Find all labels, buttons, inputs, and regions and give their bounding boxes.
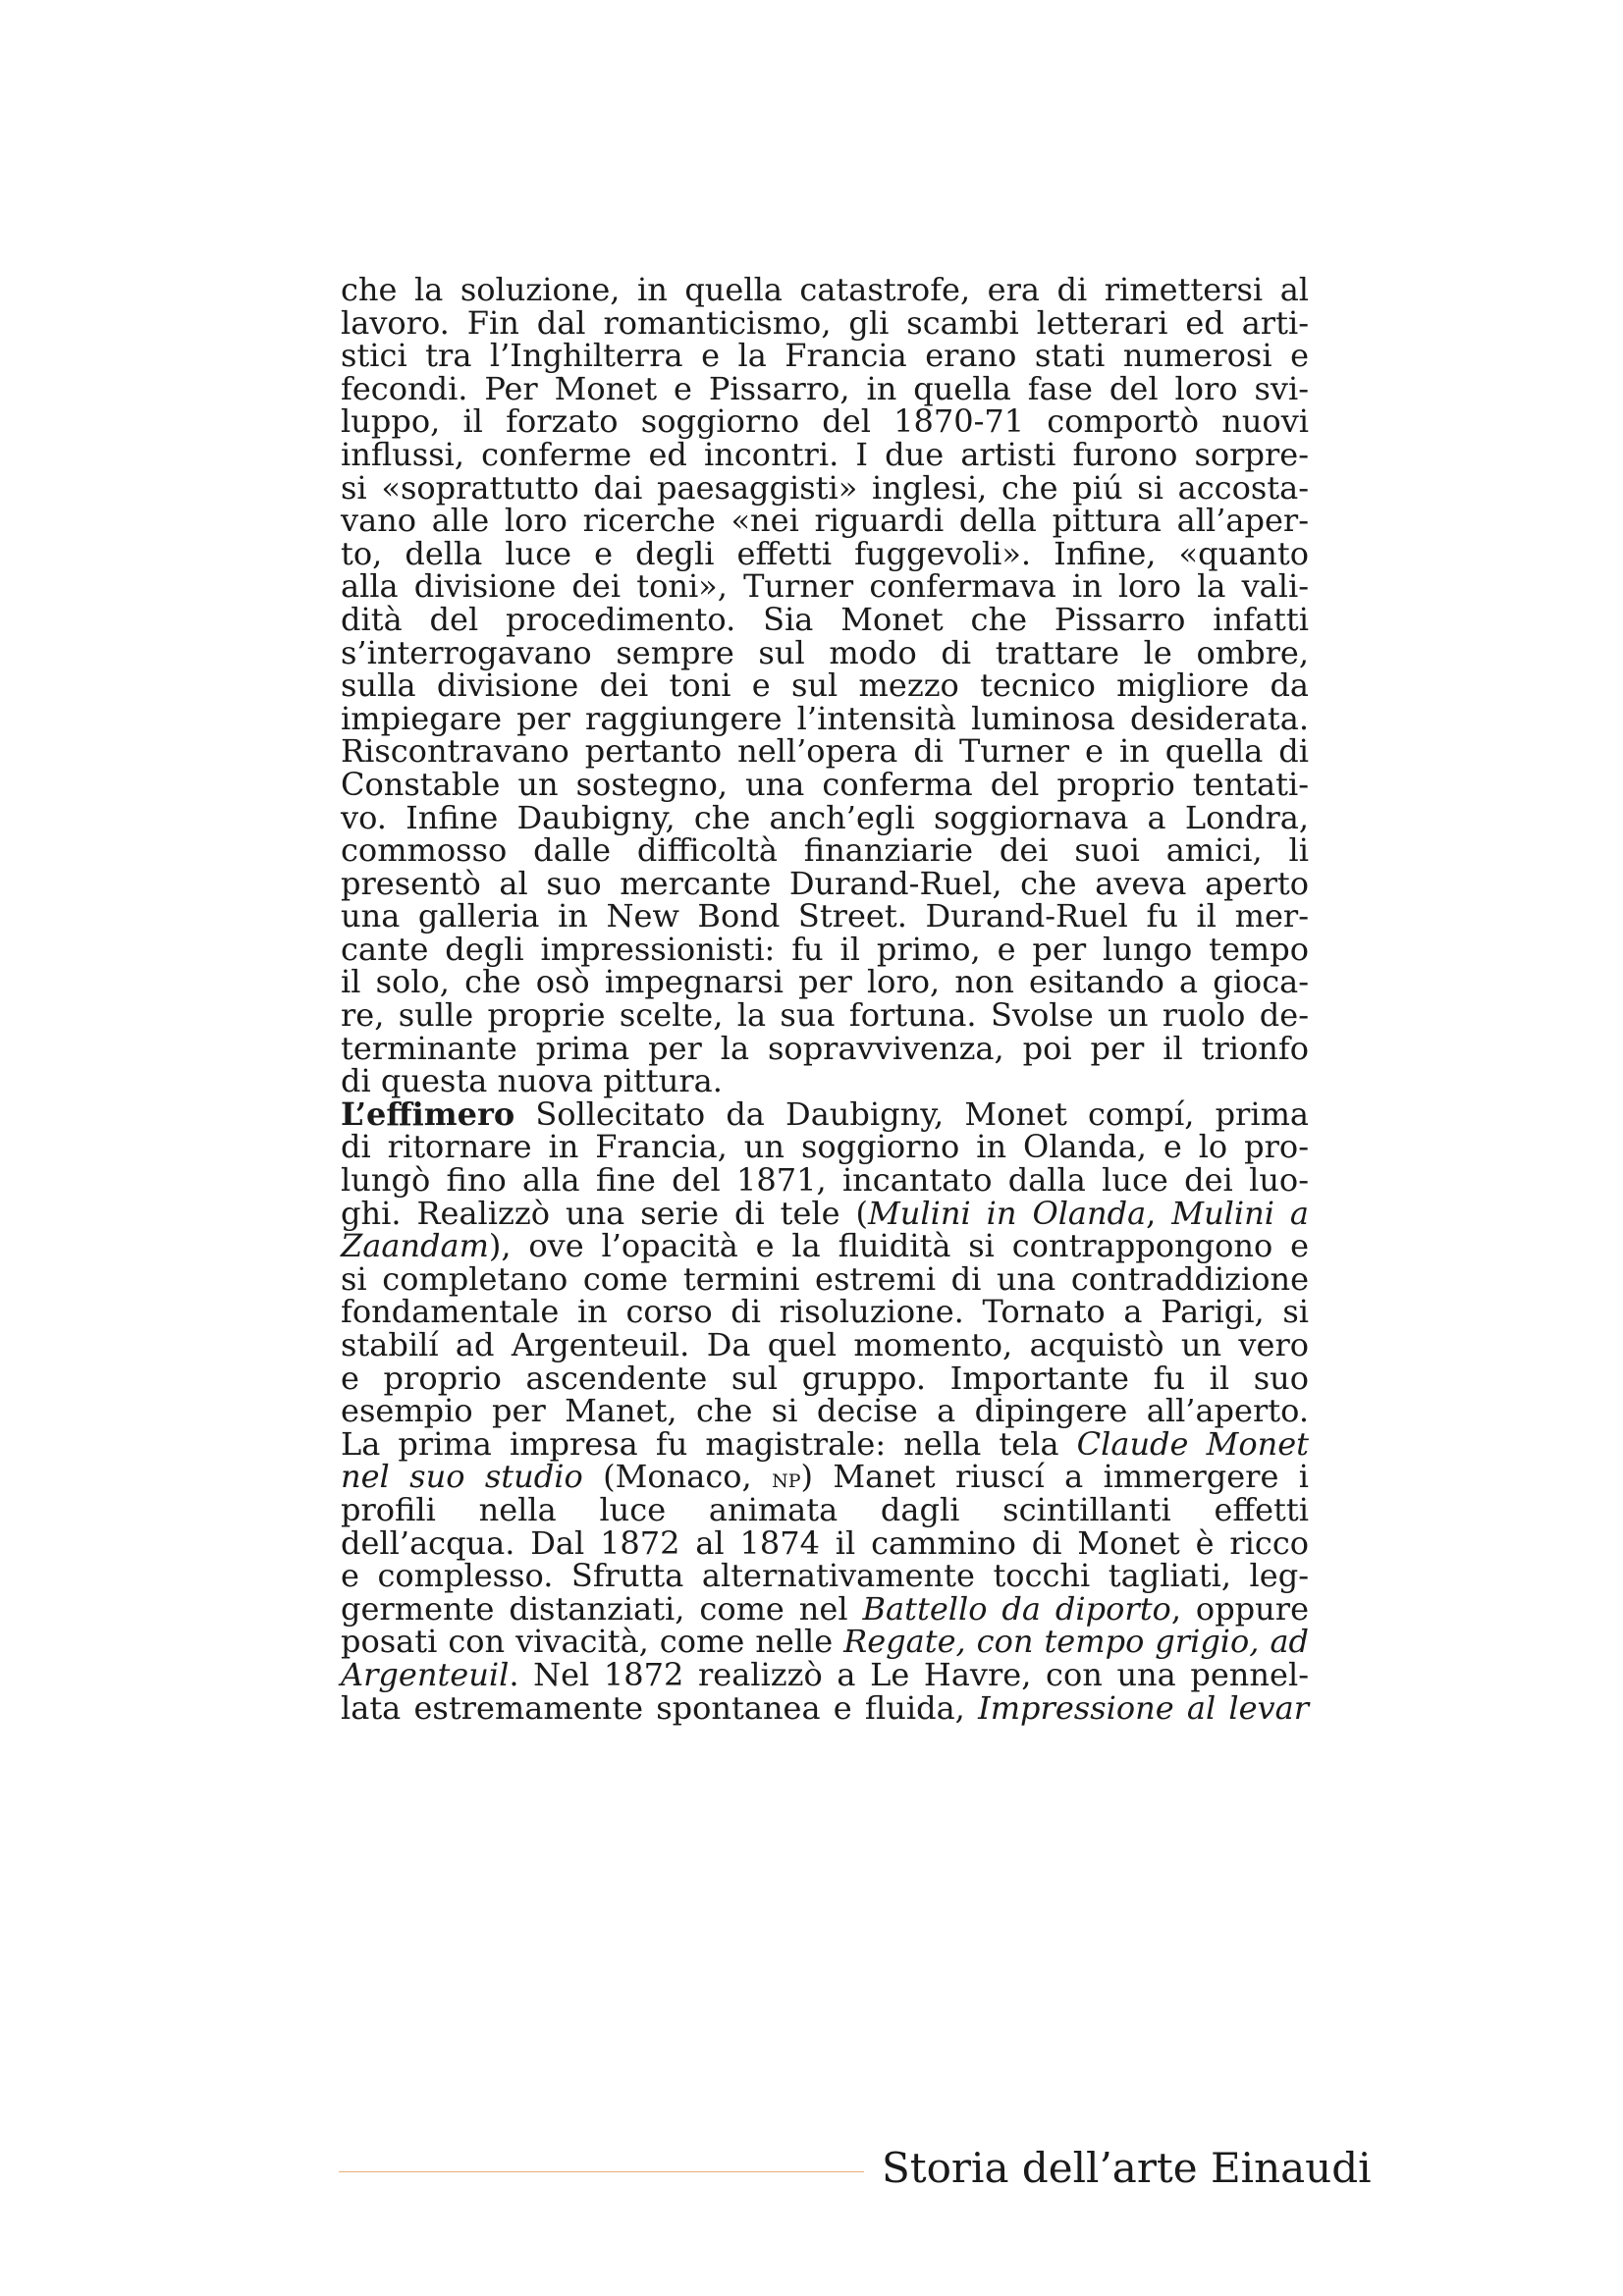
text-line: il solo, che osò impegnarsi per loro, non esitando a gioca- (341, 963, 1309, 1001)
text-line: commosso dalle difficoltà finanziarie dei suoi amici, li (341, 831, 1309, 870)
museum-abbreviation: np (772, 1464, 801, 1495)
text-line (341, 1458, 1310, 1496)
text-line (341, 1655, 1309, 1693)
text-run: . Nel 1872 realizzò a Le Havre, con una pennel- (509, 1655, 1309, 1693)
text-line: stici tra l’Inghilterra e la Francia erano stati numerosi e (341, 337, 1309, 375)
text-line: e proprio ascendente sul gruppo. Importante fu il suo (341, 1359, 1309, 1397)
text-line: presentò al suo mercante Durand-Ruel, che aveva aperto (341, 864, 1309, 902)
text-line (341, 1623, 1309, 1661)
text-run: lata estremamente spontanea e fluida, (341, 1688, 979, 1727)
text-line (341, 1688, 1310, 1727)
text-line: e complesso. Sfrutta alternativamente tocchi tagliati, leg- (341, 1557, 1309, 1595)
artwork-title: Regate, con tempo grigio, ad (843, 1623, 1309, 1661)
text-line: cante degli impressionisti: fu il primo, e per lungo tempo (341, 930, 1309, 968)
text-line: terminante prima per la sopravvivenza, poi per il trionfo (341, 1029, 1309, 1067)
artwork-title: Argenteuil (341, 1655, 510, 1693)
artwork-title: Mulini in Olanda (868, 1194, 1147, 1232)
text-line (341, 1194, 1310, 1232)
text-line: alla divisione dei toni», Turner confermava in loro la vali- (341, 567, 1309, 606)
text-line: s’interrogavano sempre sul modo di trattare le ombre, (341, 633, 1309, 671)
text-line: re, sulle proprie scelte, la sua fortuna. Svolse un ruolo de- (341, 996, 1309, 1035)
artwork-title: Zaandam (341, 1227, 489, 1265)
section-heading: L’effimero (341, 1095, 515, 1133)
text-line: vo. Infine Daubigny, che anch’egli soggiornava a Londra, (341, 798, 1309, 836)
body-text (341, 271, 1310, 1727)
text-line: esempio per Manet, che si decise a dipingere all’aperto. (341, 1392, 1309, 1430)
text-line: di ritornare in Francia, un soggiorno in Olanda, e lo pro- (341, 1128, 1309, 1166)
text-line: dell’acqua. Dal 1872 al 1874 il cammino di Monet è ricco (341, 1523, 1309, 1562)
artwork-title: Impressione al levar (978, 1688, 1310, 1727)
text-run: , oppure (1170, 1589, 1310, 1628)
text-line: stabilí ad Argenteuil. Da quel momento, acquistò un vero (341, 1326, 1309, 1363)
text-run: ghi. Realizzò una serie di tele ( (341, 1194, 869, 1232)
text-line: influssi, conferme ed incontri. I due artisti furono sorpre- (341, 435, 1309, 473)
text-line: lavoro. Fin dal romanticismo, gli scambi letterari ed arti- (341, 303, 1309, 342)
paragraph-1 (341, 271, 1309, 1100)
text-run: (Monaco, (582, 1458, 773, 1496)
text-run: La prima impresa fu magistrale: nella tela (341, 1424, 1077, 1463)
text-run: Sollecitato da Daubigny, Monet compí, prima (514, 1095, 1309, 1133)
text-line: si completano come termini estremi di una contraddizione (341, 1259, 1309, 1298)
text-line: fondamentale in corso di risoluzione. Tornato a Parigi, si (341, 1293, 1309, 1331)
text-line: profili nella luce animata dagli scintillanti effetti (341, 1490, 1309, 1528)
text-line (341, 1424, 1310, 1463)
text-line: dità del procedimento. Sia Monet che Pissarro infatti (341, 600, 1309, 638)
text-run: ), ove l’opacità e la fluidità si contrappongono e (488, 1227, 1309, 1265)
text-line (341, 1227, 1309, 1265)
text-line: impiegare per raggiungere l’intensità luminosa desiderata. (341, 699, 1309, 737)
text-line: si «soprattutto dai paesaggisti» inglesi, che piú si accosta- (341, 468, 1309, 507)
text-line: to, della luce e degli effetti fuggevoli». Infine, «quanto (341, 534, 1309, 572)
text-line: vano alle loro ricerche «nei riguardi della pittura all’aper- (341, 502, 1309, 540)
footer-title: Storia dell’arte Einaudi (882, 2144, 1372, 2192)
artwork-title: Mulini a (1171, 1194, 1310, 1232)
text-run: posati con vivacità, come nelle (341, 1623, 844, 1661)
text-line (341, 1589, 1310, 1628)
text-line: una galleria in New Bond Street. Durand-Ruel fu il mer- (341, 897, 1309, 935)
text-line (341, 1095, 1309, 1133)
text-line: che la soluzione, in quella catastrofe, era di rimettersi al (341, 271, 1309, 308)
footer-divider (339, 2171, 864, 2172)
text-line: Constable un sostegno, una conferma del proprio tentati- (341, 765, 1309, 803)
artwork-title: Battello da diporto (862, 1589, 1171, 1628)
text-line: lungò fino alla fine del 1871, incantato dalla luce dei luo- (341, 1161, 1309, 1200)
paragraph-2 (341, 1095, 1310, 1727)
text-line: Riscontravano pertanto nell’opera di Turner e in quella di (341, 732, 1309, 771)
text-run: germente distanziati, come nel (341, 1589, 863, 1628)
text-run: ) Manet riuscí a immergere i (800, 1458, 1310, 1496)
text-line: di questa nuova pittura. (341, 1062, 723, 1100)
text-line: sulla divisione dei toni e sul mezzo tecnico migliore da (341, 667, 1309, 705)
artwork-title: nel suo studio (341, 1458, 583, 1496)
text-run: , (1146, 1194, 1172, 1232)
text-line: luppo, il forzato soggiorno del 1870-71 comportò nuovi (341, 402, 1309, 441)
artwork-title: Claude Monet (1076, 1424, 1310, 1463)
text-line: fecondi. Per Monet e Pissarro, in quella fase del loro svi- (341, 369, 1309, 407)
